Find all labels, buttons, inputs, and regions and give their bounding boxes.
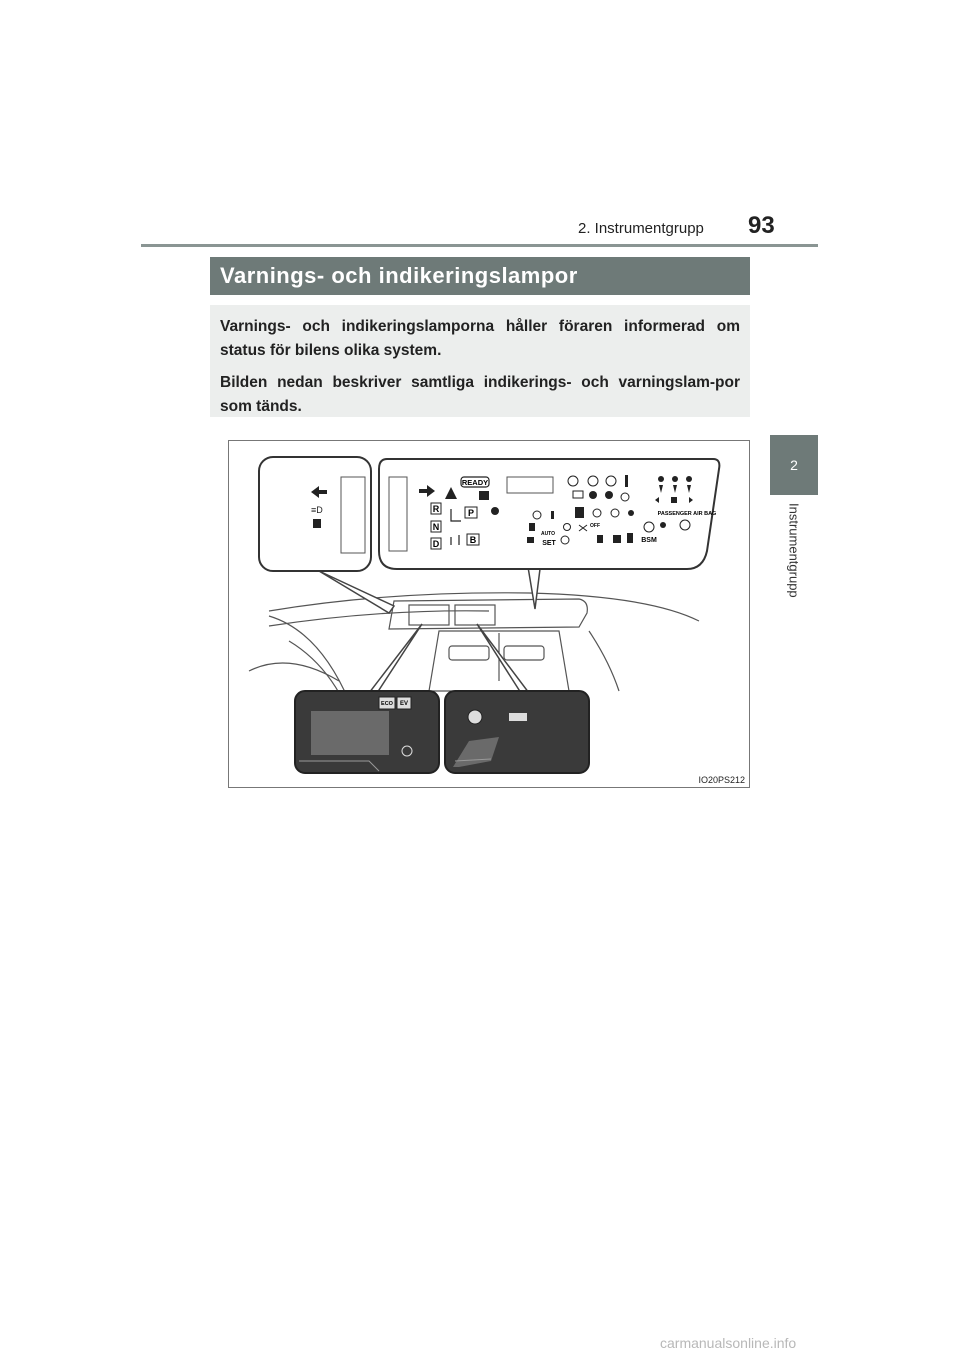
shift-p-indicator: P	[467, 508, 475, 518]
chapter-side-label	[784, 503, 804, 613]
chapter-tab-number: 2	[790, 457, 798, 473]
chapter-tab	[770, 435, 818, 495]
low-fuel-icon	[509, 713, 527, 721]
off-indicator: OFF	[590, 523, 600, 529]
ev-mode-indicator: EV	[399, 701, 409, 707]
shift-r-indicator: R	[432, 504, 440, 514]
shift-d-indicator: D	[432, 539, 440, 549]
section-title-bar	[210, 257, 750, 295]
chapter-title: 2. Instrumentgrupp	[578, 220, 704, 237]
security-icon	[479, 491, 489, 500]
bottom-left-indicator-panel	[295, 691, 439, 773]
ev-drive-mode-icon	[468, 710, 482, 724]
main-indicator-panel	[379, 459, 719, 569]
chapter-side-label-text: Instrumentgrupp	[786, 503, 802, 598]
passenger-air-bag-indicator: PASSENGER AIR BAG	[657, 511, 717, 517]
ready-indicator: READY	[461, 478, 489, 487]
figure-code: IO20PS212	[698, 775, 745, 785]
auto-indicator: AUTO	[540, 531, 556, 537]
shift-b-indicator: B	[469, 535, 477, 545]
bottom-right-indicator-panel	[445, 691, 589, 773]
bsm-indicator: BSM	[641, 537, 657, 544]
fuel-icon	[313, 519, 321, 528]
section-title: Varnings- och indikeringslampor	[220, 263, 578, 288]
page-number: 93	[748, 212, 775, 239]
intro-paragraph-2: Bilden nedan beskriver samtliga indikerings- och varningslam-por som tänds.	[220, 374, 740, 415]
seatbelt-reminder-icon	[491, 507, 499, 515]
instrument-cluster-illustration	[229, 441, 749, 787]
callout-pointers	[319, 561, 541, 693]
intro-paragraph-1: Varnings- och indikeringslamporna håller föraren informerad om status för bilens olika system.	[220, 318, 740, 359]
header-rule	[141, 244, 818, 247]
instrument-cluster-figure	[228, 440, 750, 788]
shift-n-indicator: N	[432, 522, 440, 532]
headlight-icon: ≡D	[311, 505, 323, 515]
watermark: carmanualsonline.info	[660, 1335, 797, 1351]
intro-box	[210, 305, 750, 417]
eco-mode-indicator: ECO	[381, 701, 393, 707]
left-indicator-panel	[259, 457, 371, 571]
cruise-set-indicator: SET	[542, 540, 556, 547]
